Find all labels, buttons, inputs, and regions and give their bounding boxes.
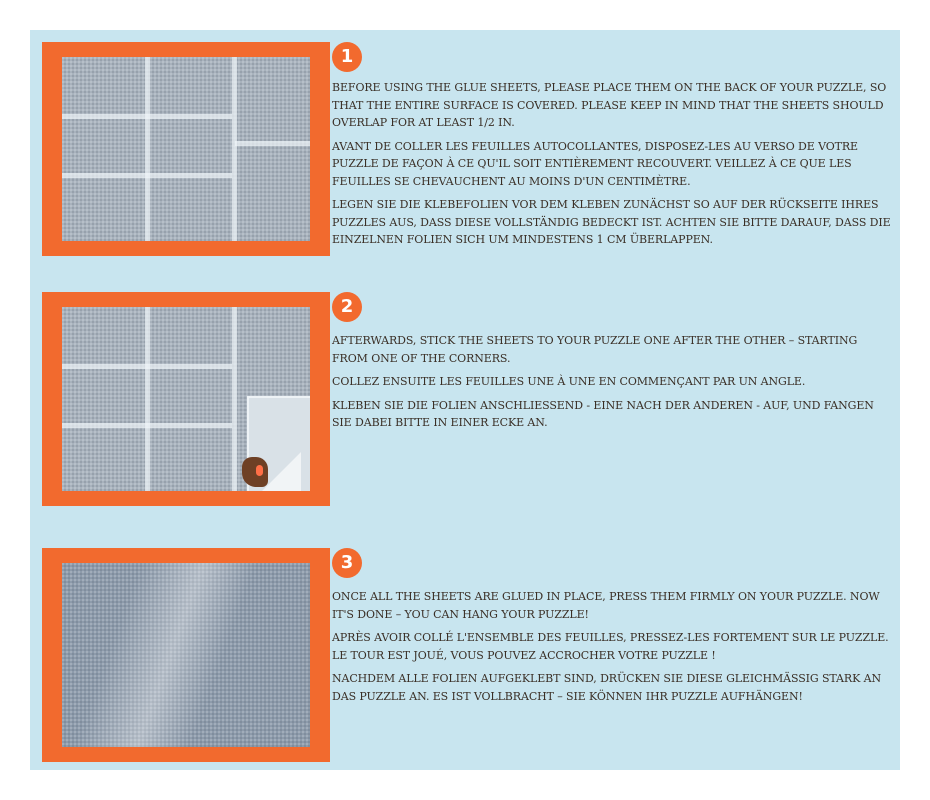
step-2-text-en: AFTERWARDS, STICK THE SHEETS TO YOUR PUZZLE ONE AFTER THE OTHER – STARTING FROM ONE OF THE CORNERS. bbox=[332, 334, 858, 365]
step-2-text bbox=[332, 332, 896, 438]
step-3-text-en: ONCE ALL THE SHEETS ARE GLUED IN PLACE, PRESS THEM FIRMLY ON YOUR PUZZLE. NOW IT'S DONE – YOU CAN HANG YOUR PUZZLE! bbox=[332, 590, 880, 621]
step-3-number-badge: 3 bbox=[332, 548, 362, 578]
step-1-number-badge: 1 bbox=[332, 42, 362, 72]
step-3-text bbox=[332, 588, 896, 711]
hand-icon bbox=[242, 457, 268, 487]
step-1-text-en: BEFORE USING THE GLUE SHEETS, PLEASE PLACE THEM ON THE BACK OF YOUR PUZZLE, SO THAT THE ENTIRE SURFACE IS COVERED. PLEASE KEEP IN MIND THAT THE SHEETS SHOULD OVERLAP FOR AT LEAST 1/2 IN. bbox=[332, 81, 887, 129]
step-1-illustration-frame bbox=[42, 42, 330, 256]
step-1-text-de: LEGEN SIE DIE KLEBEFOLIEN VOR DEM KLEBEN ZUNÄCHST SO AUF DER RÜCKSEITE IHRES PUZZLES AUS, DASS DIESE VOLLSTÄNDIG BEDECKT IST. ACHTEN SIE BITTE DARAUF, DASS DIE EINZELNEN FOLIEN SICH UM MINDESTENS 1 CM ÜBERLAPPEN. bbox=[332, 198, 891, 246]
step-1-text-fr: AVANT DE COLLER LES FEUILLES AUTOCOLLANTES, DISPOSEZ-LES AU VERSO DE VOTRE PUZZLE DE FAÇON À CE QU'IL SOIT ENTIÈREMENT RECOUVERT. VEILLEZ À CE QUE LES FEUILLES SE CHEVAUCHENT AU MOINS D'UN CENTIMÈTRE. bbox=[332, 139, 858, 188]
step-2-number-badge: 2 bbox=[332, 292, 362, 322]
step-1-text bbox=[332, 79, 896, 255]
instructions-panel bbox=[30, 30, 900, 770]
puzzle-sticking-sheets bbox=[62, 307, 310, 491]
step-3-text-de: NACHDEM ALLE FOLIEN AUFGEKLEBT SIND, DRÜCKEN SIE DIESE GLEICHMÄSSIG STARK AN DAS PUZZLE AN. ES IST VOLLBRACHT – SIE KÖNNEN IHR PUZZLE AUFHÄNGEN! bbox=[332, 672, 881, 703]
puzzle-with-glue-sheets bbox=[62, 57, 310, 241]
step-2-text-fr: COLLEZ ENSUITE LES FEUILLES UNE À UNE EN COMMENÇANT PAR UN ANGLE. bbox=[332, 375, 806, 388]
puzzle-fully-covered bbox=[62, 563, 310, 747]
step-3-illustration-frame bbox=[42, 548, 330, 762]
step-3-text-fr: APRÈS AVOIR COLLÉ L'ENSEMBLE DES FEUILLES, PRESSEZ-LES FORTEMENT SUR LE PUZZLE. LE TOUR EST JOUÉ, VOUS POUVEZ ACCROCHER VOTRE PUZZLE ! bbox=[332, 631, 889, 662]
step-2-illustration-frame bbox=[42, 292, 330, 506]
step-2-text-de: KLEBEN SIE DIE FOLIEN ANSCHLIESSEND - EINE NACH DER ANDEREN - AUF, UND FANGEN SIE DABEI BITTE IN EINER ECKE AN. bbox=[332, 398, 874, 429]
